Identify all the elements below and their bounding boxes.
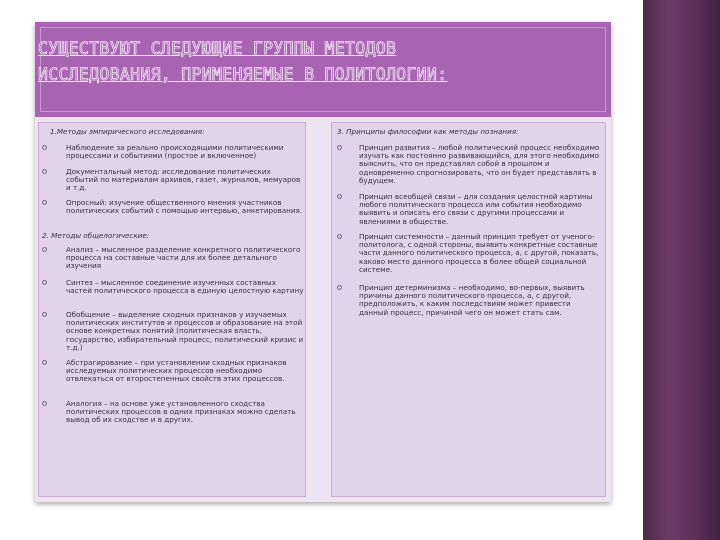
list-item-development: Принцип развития – любой политический процесс необходимо изучать как постоянно развивающийся, для этого необходимо выяснить, что он представлял собой в прошлом и одновременно спрогнозировать, что он будет представлять в будущем. bbox=[359, 143, 600, 185]
slide-title-line-2: ИССЛЕДОВАНИЯ, ПРИМЕНЯЕМЫЕ В ПОЛИТОЛОГИИ: bbox=[38, 65, 448, 84]
bullet-icon bbox=[337, 145, 342, 150]
bullet-icon bbox=[42, 312, 47, 317]
slide-title-line-1: СУЩЕСТВУЮТ СЛЕДУЮЩИЕ ГРУППЫ МЕТОДОВ bbox=[38, 39, 397, 58]
bullet-icon bbox=[42, 280, 47, 285]
list-item-observation: Наблюдение за реально происходящими политическими процессами и событиями (простое и включенное) bbox=[66, 143, 284, 161]
section-heading-empirical: 1.Методы эмпирического исследования: bbox=[50, 127, 205, 136]
bullet-icon bbox=[42, 200, 47, 205]
list-item-generalization: Обобщение – выделение сходных признаков у изучаемых политических институтов и процессов и образование на этой основе конкретных понятий (политическая власть, государство, избирательный процесс, политический кризис и т.д.) bbox=[66, 310, 304, 352]
bullet-icon bbox=[42, 247, 47, 252]
title-banner bbox=[35, 22, 611, 117]
list-item-universal-connection: Принцип всеобщей связи – для создания целостной картины любого политического процесса или события необходимо выявить и описать его связи с другими процессами и явлениями в обществе. bbox=[359, 192, 593, 226]
section-heading-logical: 2. Методы общелогические: bbox=[42, 231, 150, 240]
list-item-analysis: Анализ – мысленное разделение конкретного политического процесса на составные части для их более детального изучения bbox=[66, 245, 301, 271]
list-item-survey: Опросный: изучение общественного мнения участников политических событий с помощью интервью, анкетирования. bbox=[66, 198, 303, 216]
bullet-icon bbox=[337, 234, 342, 239]
list-item-determinism: Принцип детерминизма – необходимо, во-первых, выявить причины данного политического процесса, а, с другой, предположить, к каким последствиям может привести данный процесс, причиной чего он может стать сам. bbox=[359, 283, 585, 317]
slide-title bbox=[38, 36, 598, 88]
bullet-icon bbox=[42, 169, 47, 174]
bullet-icon bbox=[42, 145, 47, 150]
bullet-icon bbox=[337, 285, 342, 290]
bullet-icon bbox=[42, 401, 47, 406]
list-item-synthesis: Синтез – мысленное соединение изученных составных частей политического процесса в единую целостную картину bbox=[66, 278, 304, 296]
list-item-systemic: Принцип системности – данный принцип требует от ученого-политолога, с одной стороны, выявить конкретные составные части данного политического процесса, а, с другой, показать, каково место данного процесса в более общей социальной системе. bbox=[359, 232, 599, 274]
section-heading-philosophy: 3. Принципы философии как методы познания: bbox=[337, 127, 519, 136]
decorative-side-strip bbox=[643, 0, 720, 540]
list-item-documentary: Документальный метод: исследование политических событий по материалам архивов, газет, журналов, мемуаров и т.д. bbox=[66, 167, 301, 193]
bullet-icon bbox=[42, 360, 47, 365]
list-item-analogy: Аналогия – на основе уже установленного сходства политических процессов в одних признаках можно сделать вывод об их сходстве и в других. bbox=[66, 399, 296, 425]
bullet-icon bbox=[337, 194, 342, 199]
list-item-abstraction: Абстрагирование – при установлении сходных признаков исследуемых политических процессов необходимо отвлекаться от второстепенных свойств этих процессов. bbox=[66, 358, 287, 384]
